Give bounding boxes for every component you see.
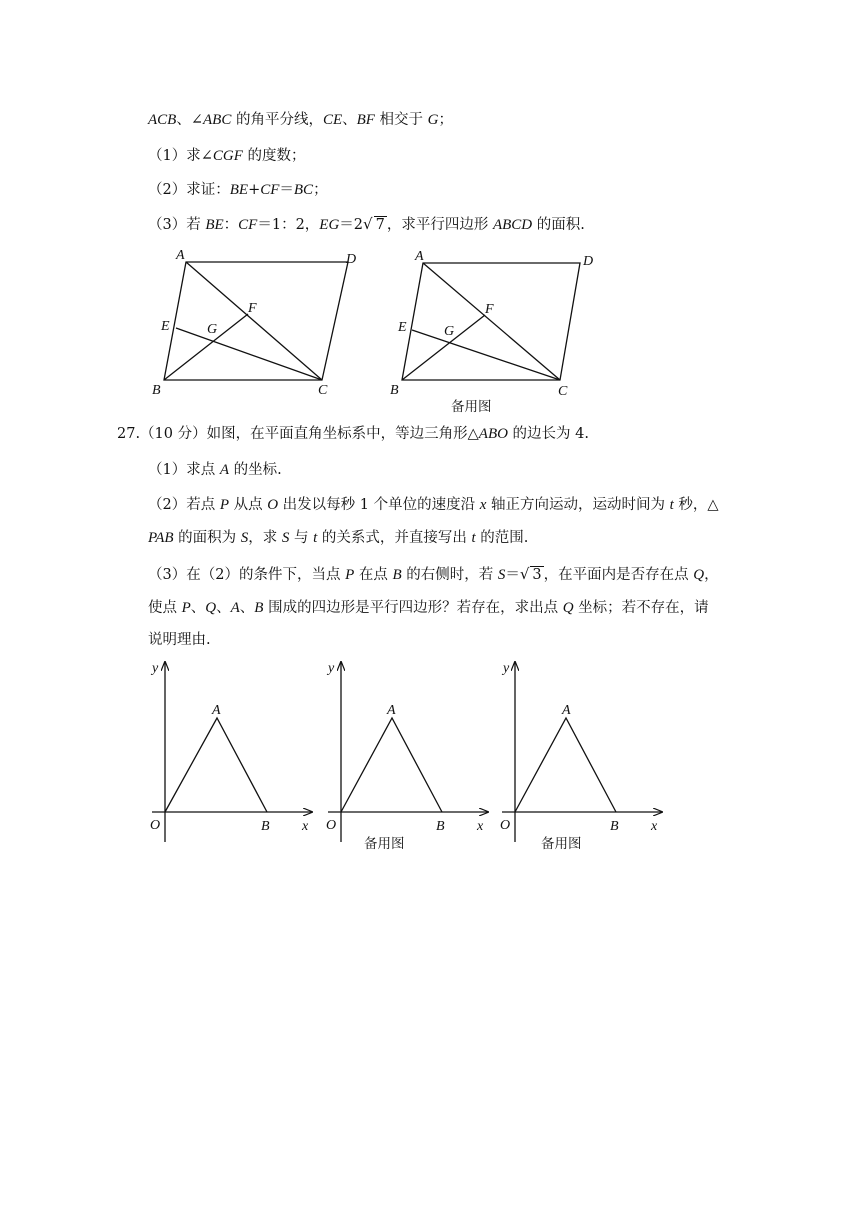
text: CE: [322, 112, 343, 128]
text: ACB: [148, 112, 177, 128]
text: 从点: [229, 497, 268, 513]
sqrt-sign: √: [363, 215, 373, 233]
text: 坐标；若不存在，请: [573, 600, 709, 616]
text: B: [254, 600, 264, 616]
text: 秒，△: [673, 497, 719, 513]
text: （2）若点: [148, 497, 220, 513]
label-y: y: [152, 661, 159, 676]
text: 的坐标.: [229, 462, 282, 478]
text: S: [240, 530, 249, 546]
text: 的关系式，并直接写出: [317, 530, 472, 546]
text: BE: [205, 217, 224, 233]
text: 、: [239, 600, 255, 616]
label-x: x: [651, 819, 658, 834]
label-b: B: [610, 819, 619, 834]
text: t: [669, 497, 674, 513]
triangle-abo: [515, 718, 616, 812]
label-d: D: [583, 254, 594, 269]
text: G: [427, 112, 439, 128]
text: t: [313, 530, 318, 546]
label-e: E: [161, 319, 170, 334]
text: 、: [342, 112, 357, 128]
text: 、∠: [176, 112, 203, 128]
label-a: A: [387, 703, 396, 718]
text: ，求平行四边形: [386, 217, 493, 233]
text: EG: [319, 217, 340, 233]
label-a: A: [176, 248, 185, 263]
label-x: x: [477, 819, 484, 834]
radicand: 3: [532, 567, 542, 583]
text: 的度数；: [242, 148, 306, 164]
label-b: B: [390, 383, 399, 398]
text: （3）若: [148, 217, 206, 233]
radicand: 7: [375, 217, 385, 233]
spare-figure-caption: 备用图: [364, 836, 405, 852]
text: 使点: [148, 600, 182, 616]
text: 轴正方向运动，运动时间为: [486, 497, 670, 513]
text: 与: [289, 530, 314, 546]
text: CGF: [212, 148, 243, 164]
text: BF: [356, 112, 375, 128]
text: PAB: [148, 530, 174, 546]
triangle-abo: [341, 718, 442, 812]
text: t: [471, 530, 476, 546]
text: Q: [693, 567, 705, 583]
label-b: B: [436, 819, 445, 834]
label-x: x: [302, 819, 309, 834]
text: Q: [205, 600, 217, 616]
text: S: [281, 530, 290, 546]
text: 的右侧时，若: [401, 567, 498, 583]
text: BC: [293, 182, 314, 198]
text: A: [219, 462, 230, 478]
text: 的范围.: [475, 530, 529, 546]
coordinate-figure-main: [152, 662, 312, 842]
label-o: O: [150, 818, 161, 833]
text: ＝: [505, 567, 520, 583]
label-e: E: [398, 320, 407, 335]
text: ＝2: [339, 217, 364, 233]
text: 出发以每秒 1 个单位的速度沿: [278, 497, 480, 513]
label-b: B: [261, 819, 270, 834]
text: 、: [190, 600, 206, 616]
label-a: A: [415, 249, 424, 264]
label-d: D: [346, 252, 357, 267]
text: 27.（10 分）如图，在平面直角坐标系中，等边三角形△: [117, 426, 479, 442]
text: O: [267, 497, 279, 513]
label-b: B: [152, 383, 161, 398]
label-c: C: [318, 383, 328, 398]
text: ，在平面内是否存在点: [543, 567, 694, 583]
triangle-abo: [165, 718, 267, 812]
label-o: O: [500, 818, 511, 833]
text: ；: [438, 112, 454, 128]
coordinate-figure-spare-1: [328, 662, 488, 842]
text: 的面积为: [173, 530, 241, 546]
text: 在点: [354, 567, 393, 583]
text: CF: [260, 182, 280, 198]
text: 的面积.: [532, 217, 585, 233]
text: B: [392, 567, 402, 583]
text: ，求: [248, 530, 282, 546]
label-g: G: [444, 324, 455, 339]
label-f: F: [248, 301, 257, 316]
text: （2）求证：: [148, 182, 230, 198]
text: P: [181, 600, 191, 616]
text: ABC: [203, 112, 232, 128]
label-y: y: [503, 661, 510, 676]
spare-figure-caption: 备用图: [451, 399, 492, 415]
text: 相交于: [374, 112, 428, 128]
text: S: [497, 567, 506, 583]
text: BE: [229, 182, 249, 198]
text: A: [230, 600, 240, 616]
label-g: G: [207, 322, 218, 337]
label-f: F: [485, 302, 494, 317]
text: 、: [216, 600, 231, 616]
spare-figure-caption: 备用图: [541, 836, 582, 852]
label-a: A: [212, 703, 221, 718]
text: ：: [223, 217, 239, 233]
label-o: O: [326, 818, 337, 833]
text: 围成的四边形是平行四边形？若存在，求出点: [263, 600, 563, 616]
text: ；: [313, 182, 328, 198]
label-y: y: [328, 661, 335, 676]
text: x: [479, 497, 487, 513]
text: ＝: [279, 182, 294, 198]
label-c: C: [558, 384, 568, 399]
coordinate-figure-spare-2: [502, 662, 662, 842]
text: P: [345, 567, 355, 583]
label-a: A: [562, 703, 571, 718]
text: Q: [562, 600, 574, 616]
text: ABCD: [492, 217, 533, 233]
text: （3）在（2）的条件下，当点: [148, 567, 346, 583]
text: 的角平分线，: [231, 112, 323, 128]
text: P: [219, 497, 230, 513]
text: 的边长为 4.: [507, 426, 590, 442]
text: CF: [238, 217, 258, 233]
sqrt-sign: √: [519, 565, 530, 583]
text: ，: [704, 567, 719, 583]
text: 说明理由.: [148, 632, 211, 648]
text: （1）求点: [148, 462, 220, 478]
text: +: [248, 182, 261, 198]
text: ABO: [478, 426, 508, 442]
text: （1）求∠: [148, 148, 213, 164]
text: ＝1：2，: [257, 217, 320, 233]
